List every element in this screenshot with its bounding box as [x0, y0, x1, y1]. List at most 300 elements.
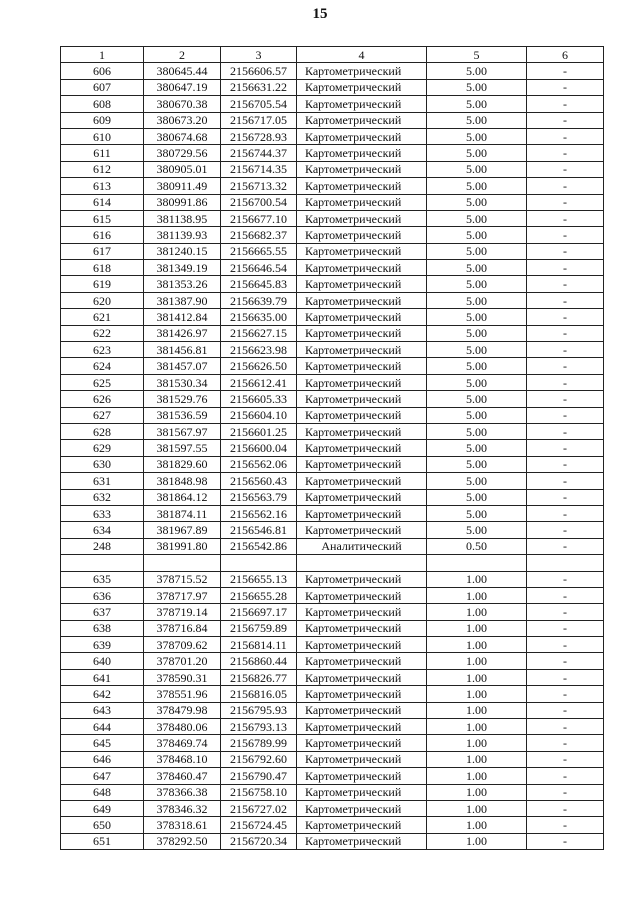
note-cell: - — [527, 145, 604, 161]
method-cell: Картометрический — [297, 358, 427, 374]
y-coordinate-cell: 2156717.05 — [221, 112, 297, 128]
y-coordinate-cell: 2156546.81 — [221, 522, 297, 538]
method-cell: Картометрический — [297, 128, 427, 144]
y-coordinate-cell: 2156627.15 — [221, 325, 297, 341]
method-cell: Картометрический — [297, 260, 427, 276]
note-cell: - — [527, 637, 604, 653]
note-cell: - — [527, 128, 604, 144]
accuracy-cell — [427, 555, 527, 571]
method-cell — [297, 555, 427, 571]
x-coordinate-cell: 381536.59 — [144, 407, 221, 423]
table-row — [61, 96, 604, 112]
method-cell: Картометрический — [297, 620, 427, 636]
y-coordinate-cell: 2156789.99 — [221, 735, 297, 751]
y-coordinate-cell: 2156816.05 — [221, 686, 297, 702]
point-number-cell: 248 — [61, 538, 144, 554]
x-coordinate-cell: 381529.76 — [144, 391, 221, 407]
page-number: 15 — [312, 6, 328, 22]
accuracy-cell: 1.00 — [427, 833, 527, 849]
method-cell: Картометрический — [297, 587, 427, 603]
y-coordinate-cell: 2156655.13 — [221, 571, 297, 587]
accuracy-cell: 5.00 — [427, 325, 527, 341]
note-cell: - — [527, 522, 604, 538]
point-number-cell: 613 — [61, 178, 144, 194]
note-cell: - — [527, 489, 604, 505]
y-coordinate-cell: 2156814.11 — [221, 637, 297, 653]
accuracy-cell: 5.00 — [427, 79, 527, 95]
method-cell: Картометрический — [297, 309, 427, 325]
x-coordinate-cell: 381353.26 — [144, 276, 221, 292]
table-header-row — [61, 47, 604, 63]
y-coordinate-cell: 2156724.45 — [221, 817, 297, 833]
method-cell: Картометрический — [297, 178, 427, 194]
method-cell: Картометрический — [297, 719, 427, 735]
accuracy-cell: 1.00 — [427, 735, 527, 751]
method-cell: Картометрический — [297, 702, 427, 718]
accuracy-cell: 5.00 — [427, 473, 527, 489]
y-coordinate-cell: 2156677.10 — [221, 210, 297, 226]
note-cell: - — [527, 292, 604, 308]
accuracy-cell: 1.00 — [427, 653, 527, 669]
note-cell: - — [527, 260, 604, 276]
x-coordinate-cell: 381412.84 — [144, 309, 221, 325]
note-cell: - — [527, 63, 604, 79]
y-coordinate-cell: 2156795.93 — [221, 702, 297, 718]
note-cell: - — [527, 571, 604, 587]
accuracy-cell: 5.00 — [427, 407, 527, 423]
table-row — [61, 423, 604, 439]
point-number-cell: 639 — [61, 637, 144, 653]
y-coordinate-cell: 2156728.93 — [221, 128, 297, 144]
method-cell: Картометрический — [297, 210, 427, 226]
accuracy-cell: 5.00 — [427, 505, 527, 521]
accuracy-cell: 5.00 — [427, 96, 527, 112]
note-cell: - — [527, 112, 604, 128]
note-cell: - — [527, 505, 604, 521]
method-cell: Картометрический — [297, 292, 427, 308]
x-coordinate-cell: 378479.98 — [144, 702, 221, 718]
point-number-cell: 627 — [61, 407, 144, 423]
accuracy-cell: 5.00 — [427, 161, 527, 177]
x-coordinate-cell: 381426.97 — [144, 325, 221, 341]
method-cell: Картометрический — [297, 456, 427, 472]
method-cell: Картометрический — [297, 833, 427, 849]
point-number-cell: 643 — [61, 702, 144, 718]
point-number-cell: 618 — [61, 260, 144, 276]
point-number-cell: 608 — [61, 96, 144, 112]
accuracy-cell: 1.00 — [427, 587, 527, 603]
method-cell: Картометрический — [297, 751, 427, 767]
accuracy-cell: 1.00 — [427, 571, 527, 587]
y-coordinate-cell: 2156600.04 — [221, 440, 297, 456]
table-row — [61, 637, 604, 653]
table-row — [61, 325, 604, 341]
point-number-cell: 651 — [61, 833, 144, 849]
table-row — [61, 112, 604, 128]
point-number-cell: 622 — [61, 325, 144, 341]
point-number-cell: 621 — [61, 309, 144, 325]
accuracy-cell: 0.50 — [427, 538, 527, 554]
y-coordinate-cell: 2156758.10 — [221, 784, 297, 800]
accuracy-cell: 5.00 — [427, 391, 527, 407]
note-cell: - — [527, 686, 604, 702]
note-cell: - — [527, 79, 604, 95]
x-coordinate-cell: 381967.89 — [144, 522, 221, 538]
y-coordinate-cell: 2156605.33 — [221, 391, 297, 407]
note-cell: - — [527, 194, 604, 210]
method-cell: Картометрический — [297, 637, 427, 653]
x-coordinate-cell: 381387.90 — [144, 292, 221, 308]
method-cell: Картометрический — [297, 407, 427, 423]
method-cell: Картометрический — [297, 227, 427, 243]
table-row — [61, 178, 604, 194]
point-number-cell: 615 — [61, 210, 144, 226]
table-row — [61, 374, 604, 390]
table-row — [61, 276, 604, 292]
y-coordinate-cell: 2156635.00 — [221, 309, 297, 325]
x-coordinate-cell: 381456.81 — [144, 342, 221, 358]
y-coordinate-cell: 2156612.41 — [221, 374, 297, 390]
y-coordinate-cell: 2156604.10 — [221, 407, 297, 423]
x-coordinate-cell: 381829.60 — [144, 456, 221, 472]
x-coordinate-cell: 378709.62 — [144, 637, 221, 653]
method-cell: Картометрический — [297, 768, 427, 784]
accuracy-cell: 5.00 — [427, 194, 527, 210]
table-row — [61, 79, 604, 95]
method-cell: Картометрический — [297, 604, 427, 620]
point-number-cell: 640 — [61, 653, 144, 669]
point-number-cell: 636 — [61, 587, 144, 603]
x-coordinate-cell: 380673.20 — [144, 112, 221, 128]
x-coordinate-cell: 378480.06 — [144, 719, 221, 735]
method-cell: Картометрический — [297, 391, 427, 407]
note-cell: - — [527, 768, 604, 784]
note-cell: - — [527, 178, 604, 194]
method-cell: Картометрический — [297, 423, 427, 439]
table-row — [61, 227, 604, 243]
point-number-cell: 609 — [61, 112, 144, 128]
y-coordinate-cell: 2156601.25 — [221, 423, 297, 439]
y-coordinate-cell: 2156563.79 — [221, 489, 297, 505]
point-number-cell: 632 — [61, 489, 144, 505]
x-coordinate-cell: 380647.19 — [144, 79, 221, 95]
table-row — [61, 243, 604, 259]
x-coordinate-cell: 380674.68 — [144, 128, 221, 144]
y-coordinate-cell: 2156626.50 — [221, 358, 297, 374]
method-cell: Картометрический — [297, 817, 427, 833]
point-number-cell: 631 — [61, 473, 144, 489]
point-number-cell: 637 — [61, 604, 144, 620]
x-coordinate-cell: 381457.07 — [144, 358, 221, 374]
y-coordinate-cell: 2156682.37 — [221, 227, 297, 243]
note-cell: - — [527, 719, 604, 735]
y-coordinate-cell: 2156645.83 — [221, 276, 297, 292]
y-coordinate-cell: 2156705.54 — [221, 96, 297, 112]
y-coordinate-cell: 2156720.34 — [221, 833, 297, 849]
accuracy-cell: 5.00 — [427, 276, 527, 292]
x-coordinate-cell: 380991.86 — [144, 194, 221, 210]
note-cell: - — [527, 161, 604, 177]
method-cell: Картометрический — [297, 342, 427, 358]
point-number-cell: 607 — [61, 79, 144, 95]
table-row — [61, 358, 604, 374]
y-coordinate-cell: 2156793.13 — [221, 719, 297, 735]
accuracy-cell: 1.00 — [427, 784, 527, 800]
method-cell: Картометрический — [297, 112, 427, 128]
note-cell: - — [527, 96, 604, 112]
column-header: 2 — [144, 47, 221, 63]
table-row — [61, 620, 604, 636]
accuracy-cell: 5.00 — [427, 489, 527, 505]
y-coordinate-cell: 2156655.28 — [221, 587, 297, 603]
x-coordinate-cell: 378460.47 — [144, 768, 221, 784]
note-cell: - — [527, 538, 604, 554]
x-coordinate-cell: 378469.74 — [144, 735, 221, 751]
accuracy-cell: 5.00 — [427, 342, 527, 358]
note-cell: - — [527, 325, 604, 341]
y-coordinate-cell: 2156790.47 — [221, 768, 297, 784]
x-coordinate-cell: 381864.12 — [144, 489, 221, 505]
accuracy-cell: 5.00 — [427, 440, 527, 456]
note-cell: - — [527, 423, 604, 439]
method-cell: Картометрический — [297, 489, 427, 505]
accuracy-cell: 5.00 — [427, 145, 527, 161]
method-cell: Картометрический — [297, 161, 427, 177]
point-number-cell: 649 — [61, 800, 144, 816]
x-coordinate-cell: 378318.61 — [144, 817, 221, 833]
coordinates-table — [60, 46, 604, 850]
note-cell: - — [527, 587, 604, 603]
table-row — [61, 702, 604, 718]
table-row — [61, 292, 604, 308]
table-row — [61, 735, 604, 751]
method-cell: Картометрический — [297, 669, 427, 685]
note-cell: - — [527, 604, 604, 620]
note-cell: - — [527, 653, 604, 669]
point-number-cell: 635 — [61, 571, 144, 587]
table-row — [61, 784, 604, 800]
table-row — [61, 309, 604, 325]
point-number-cell: 650 — [61, 817, 144, 833]
accuracy-cell: 5.00 — [427, 374, 527, 390]
table-row — [61, 653, 604, 669]
note-cell: - — [527, 440, 604, 456]
point-number-cell: 644 — [61, 719, 144, 735]
accuracy-cell: 5.00 — [427, 358, 527, 374]
accuracy-cell: 1.00 — [427, 620, 527, 636]
accuracy-cell: 1.00 — [427, 719, 527, 735]
method-cell: Картометрический — [297, 653, 427, 669]
table-row — [61, 538, 604, 554]
method-cell: Картометрический — [297, 63, 427, 79]
y-coordinate-cell: 2156713.32 — [221, 178, 297, 194]
x-coordinate-cell: 381567.97 — [144, 423, 221, 439]
accuracy-cell: 5.00 — [427, 243, 527, 259]
y-coordinate-cell: 2156639.79 — [221, 292, 297, 308]
column-header: 1 — [61, 47, 144, 63]
x-coordinate-cell: 381349.19 — [144, 260, 221, 276]
accuracy-cell: 5.00 — [427, 112, 527, 128]
x-coordinate-cell: 378346.32 — [144, 800, 221, 816]
x-coordinate-cell: 381874.11 — [144, 505, 221, 521]
x-coordinate-cell: 380911.49 — [144, 178, 221, 194]
accuracy-cell: 1.00 — [427, 702, 527, 718]
note-cell: - — [527, 784, 604, 800]
note-cell: - — [527, 358, 604, 374]
note-cell: - — [527, 669, 604, 685]
accuracy-cell: 5.00 — [427, 456, 527, 472]
x-coordinate-cell: 378292.50 — [144, 833, 221, 849]
table-row — [61, 800, 604, 816]
accuracy-cell: 1.00 — [427, 817, 527, 833]
method-cell: Картометрический — [297, 145, 427, 161]
method-cell: Картометрический — [297, 440, 427, 456]
table-row — [61, 456, 604, 472]
table-body — [61, 63, 604, 850]
y-coordinate-cell: 2156562.16 — [221, 505, 297, 521]
y-coordinate-cell: 2156646.54 — [221, 260, 297, 276]
table-row — [61, 768, 604, 784]
x-coordinate-cell: 378719.14 — [144, 604, 221, 620]
note-cell: - — [527, 620, 604, 636]
point-number-cell: 626 — [61, 391, 144, 407]
table-row — [61, 145, 604, 161]
method-cell: Картометрический — [297, 243, 427, 259]
accuracy-cell: 5.00 — [427, 292, 527, 308]
accuracy-cell: 5.00 — [427, 178, 527, 194]
point-number-cell: 628 — [61, 423, 144, 439]
table-row — [61, 751, 604, 767]
x-coordinate-cell: 378717.97 — [144, 587, 221, 603]
note-cell: - — [527, 751, 604, 767]
y-coordinate-cell: 2156542.86 — [221, 538, 297, 554]
x-coordinate-cell: 378366.38 — [144, 784, 221, 800]
note-cell: - — [527, 407, 604, 423]
accuracy-cell: 1.00 — [427, 800, 527, 816]
table-row — [61, 686, 604, 702]
point-number-cell: 642 — [61, 686, 144, 702]
y-coordinate-cell: 2156727.02 — [221, 800, 297, 816]
column-header: 6 — [527, 47, 604, 63]
note-cell: - — [527, 374, 604, 390]
column-header: 3 — [221, 47, 297, 63]
x-coordinate-cell: 380729.56 — [144, 145, 221, 161]
note-cell: - — [527, 243, 604, 259]
accuracy-cell: 5.00 — [427, 423, 527, 439]
column-header: 4 — [297, 47, 427, 63]
method-cell: Картометрический — [297, 522, 427, 538]
y-coordinate-cell — [221, 555, 297, 571]
x-coordinate-cell: 381240.15 — [144, 243, 221, 259]
x-coordinate-cell: 381991.80 — [144, 538, 221, 554]
note-cell: - — [527, 735, 604, 751]
method-cell: Картометрический — [297, 473, 427, 489]
x-coordinate-cell: 378715.52 — [144, 571, 221, 587]
point-number-cell: 624 — [61, 358, 144, 374]
method-cell: Картометрический — [297, 276, 427, 292]
x-coordinate-cell: 378551.96 — [144, 686, 221, 702]
note-cell: - — [527, 473, 604, 489]
point-number-cell: 630 — [61, 456, 144, 472]
y-coordinate-cell: 2156631.22 — [221, 79, 297, 95]
point-number-cell: 634 — [61, 522, 144, 538]
note-cell: - — [527, 833, 604, 849]
method-cell: Картометрический — [297, 571, 427, 587]
point-number-cell: 638 — [61, 620, 144, 636]
method-cell: Картометрический — [297, 325, 427, 341]
point-number-cell: 645 — [61, 735, 144, 751]
accuracy-cell: 5.00 — [427, 63, 527, 79]
point-number-cell: 616 — [61, 227, 144, 243]
accuracy-cell: 5.00 — [427, 260, 527, 276]
method-cell: Картометрический — [297, 800, 427, 816]
y-coordinate-cell: 2156714.35 — [221, 161, 297, 177]
point-number-cell: 606 — [61, 63, 144, 79]
accuracy-cell: 1.00 — [427, 637, 527, 653]
point-number-cell: 625 — [61, 374, 144, 390]
table-row — [61, 522, 604, 538]
y-coordinate-cell: 2156665.55 — [221, 243, 297, 259]
point-number-cell: 648 — [61, 784, 144, 800]
note-cell: - — [527, 391, 604, 407]
x-coordinate-cell — [144, 555, 221, 571]
table-row — [61, 719, 604, 735]
table-row — [61, 833, 604, 849]
column-header: 5 — [427, 47, 527, 63]
table-row — [61, 260, 604, 276]
method-cell: Картометрический — [297, 79, 427, 95]
table-row — [61, 194, 604, 210]
table-row — [61, 817, 604, 833]
table-row — [61, 63, 604, 79]
x-coordinate-cell: 378701.20 — [144, 653, 221, 669]
method-cell: Картометрический — [297, 735, 427, 751]
x-coordinate-cell: 381530.34 — [144, 374, 221, 390]
note-cell: - — [527, 309, 604, 325]
method-cell: Картометрический — [297, 96, 427, 112]
table-row — [61, 210, 604, 226]
method-cell: Аналитический — [297, 538, 427, 554]
note-cell: - — [527, 227, 604, 243]
table-row — [61, 128, 604, 144]
y-coordinate-cell: 2156792.60 — [221, 751, 297, 767]
y-coordinate-cell: 2156860.44 — [221, 653, 297, 669]
point-number-cell: 646 — [61, 751, 144, 767]
table-row — [61, 505, 604, 521]
point-number-cell: 611 — [61, 145, 144, 161]
x-coordinate-cell: 378716.84 — [144, 620, 221, 636]
accuracy-cell: 5.00 — [427, 128, 527, 144]
table-row — [61, 391, 604, 407]
note-cell: - — [527, 702, 604, 718]
point-number-cell: 614 — [61, 194, 144, 210]
table-row — [61, 604, 604, 620]
table-row — [61, 489, 604, 505]
x-coordinate-cell: 380670.38 — [144, 96, 221, 112]
point-number-cell — [61, 555, 144, 571]
accuracy-cell: 1.00 — [427, 686, 527, 702]
table-row — [61, 161, 604, 177]
point-number-cell: 623 — [61, 342, 144, 358]
table-row — [61, 407, 604, 423]
accuracy-cell: 5.00 — [427, 309, 527, 325]
accuracy-cell: 5.00 — [427, 210, 527, 226]
x-coordinate-cell: 380905.01 — [144, 161, 221, 177]
x-coordinate-cell: 378590.31 — [144, 669, 221, 685]
table-row — [61, 587, 604, 603]
x-coordinate-cell: 380645.44 — [144, 63, 221, 79]
note-cell — [527, 555, 604, 571]
